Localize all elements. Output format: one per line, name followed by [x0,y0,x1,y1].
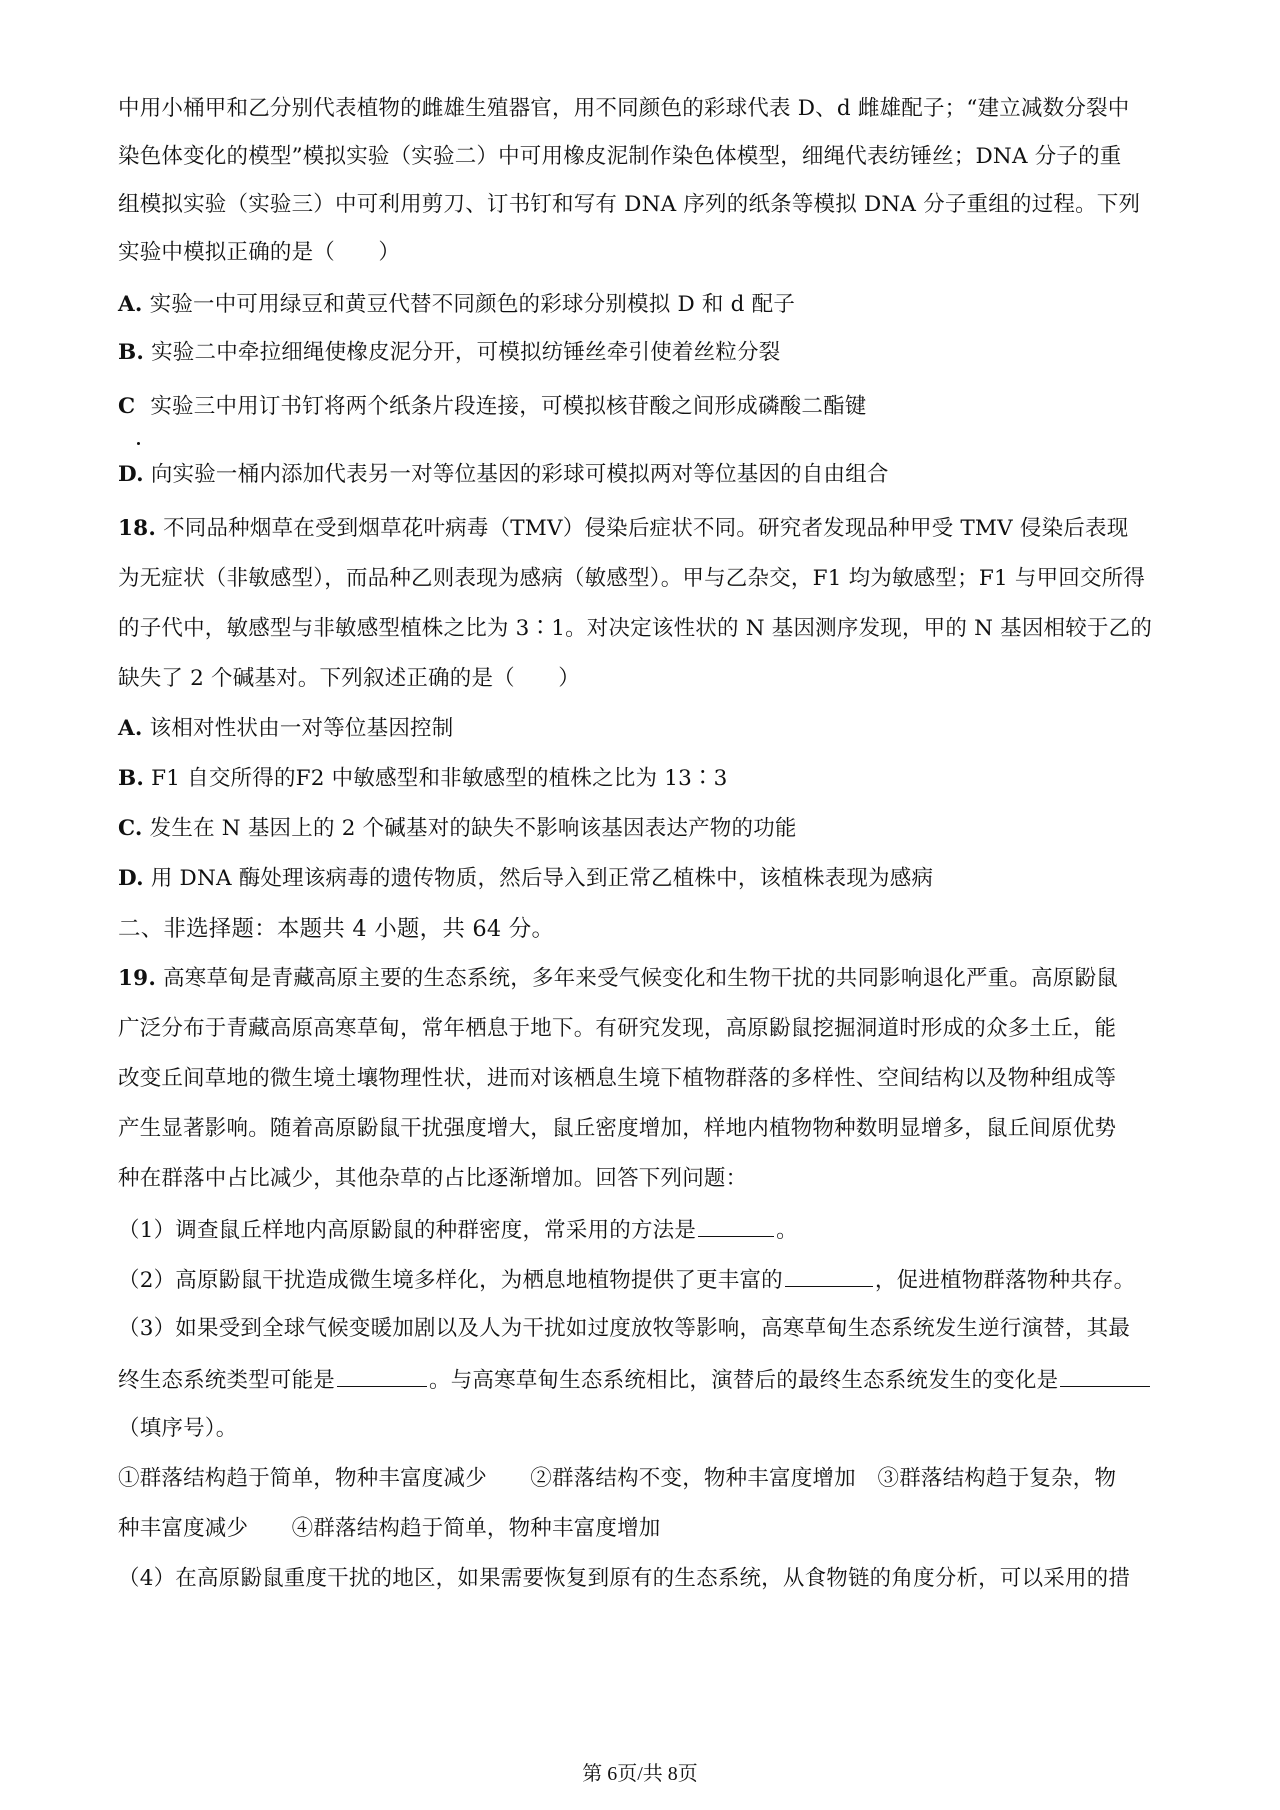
q19-stem-line-3: 改变丘间草地的微生境土壤物理性状，进而对该栖息生境下植物群落的多样性、空间结构以及物种组成等 [118,1066,1117,1091]
option-label: B. [118,766,145,791]
option-text: F1 自交所得的F2 中敏感型和非敏感型的植株之比为 13∶3 [151,766,728,791]
answer-blank[interactable] [1060,1364,1150,1387]
q17-option-b [118,338,1178,368]
sub-question-tail: ，促进植物群落物种共存。 [874,1268,1136,1293]
option-label: C. [118,816,143,841]
page-footer: 第 6页/共 8页 [582,1763,698,1785]
q19-sub1 [118,1214,1178,1246]
q19-choices-line-2: 种丰富度减少 ④群落结构趋于简单，物种丰富度增加 [118,1516,661,1541]
q18-option-d [118,864,1178,894]
q19-stem-line-4: 产生显著影响。随着高原鼢鼠干扰强度增大，鼠丘密度增加，样地内植物物种数明显增多，鼠丘间原优势 [118,1116,1117,1141]
q19-sub3-line-3: （填序号）。 [118,1416,238,1441]
option-text: 实验三中用订书钉将两个纸条片段连接，可模拟核苷酸之间形成磷酸二酯键 [150,394,867,419]
stray-dot [137,442,140,445]
option-label: D. [118,866,144,891]
q17-stem-line-4: 实验中模拟正确的是（ ） [118,240,401,265]
q18-option-a [118,714,1178,744]
section-heading: 二、非选择题：本题共 4 小题，共 64 分。 [118,916,555,942]
q18-option-b [118,764,1178,794]
answer-blank[interactable] [698,1214,774,1237]
option-text: 向实验一桶内添加代表另一对等位基因的彩球可模拟两对等位基因的自由组合 [150,462,889,487]
q19-stem-line-1 [118,964,1178,994]
q17-stem-line-2: 染色体变化的模型”模拟实验（实验二）中可用橡皮泥制作染色体模型，细绳代表纺锤丝；DNA 分子的重 [118,144,1122,169]
sub-question-text: （1）调查鼠丘样地内高原鼢鼠的种群密度，常采用的方法是 [118,1218,697,1243]
option-label: D. [118,462,144,487]
sub-question-text: 终生态系统类型可能是 [118,1368,336,1393]
option-label: C [118,394,136,419]
q19-sub3-line-2 [118,1364,1178,1396]
option-text: 用 DNA 酶处理该病毒的遗传物质，然后导入到正常乙植株中，该植株表现为感病 [150,866,934,891]
q18-stem-line-1 [118,514,1178,544]
option-text: 实验二中牵拉细绳使橡皮泥分开，可模拟纺锤丝牵引使着丝粒分裂 [151,340,781,365]
q17-stem-line-1: 中用小桶甲和乙分别代表植物的雌雄生殖器官，用不同颜色的彩球代表 D、d 雌雄配子；“建立减数分裂中 [118,96,1130,121]
answer-blank[interactable] [785,1264,873,1287]
stem-text: 不同品种烟草在受到烟草花叶病毒（TMV）侵染后症状不同。研究者发现品种甲受 TMV 侵染后表现 [163,516,1129,541]
q19-stem-line-5: 种在群落中占比减少，其他杂草的占比逐渐增加。回答下列问题： [118,1166,748,1191]
q18-stem-line-4: 缺失了 2 个碱基对。下列叙述正确的是（ ） [118,666,580,691]
stem-text: 高寒草甸是青藏高原主要的生态系统，多年来受气候变化和生物干扰的共同影响退化严重。高原鼢鼠 [163,966,1118,991]
q19-choices-line-1: ①群落结构趋于简单，物种丰富度减少 ②群落结构不变，物种丰富度增加 ③群落结构趋于复杂，物 [118,1466,1117,1491]
question-number: 18. [118,516,157,541]
question-number: 19. [118,966,157,991]
q19-stem-line-2: 广泛分布于青藏高原高寒草甸，常年栖息于地下。有研究发现，高原鼢鼠挖掘洞道时形成的众多土丘，能 [118,1016,1117,1041]
answer-blank[interactable] [337,1364,427,1387]
sub-question-tail: 。 [776,1218,798,1243]
option-label: A. [118,292,143,317]
option-text: 实验一中可用绿豆和黄豆代替不同颜色的彩球分别模拟 D 和 d 配子 [149,292,796,317]
option-text: 发生在 N 基因上的 2 个碱基对的缺失不影响该基因表达产物的功能 [149,816,797,841]
q17-option-a [118,290,1178,320]
q19-sub3-line-1: （3）如果受到全球气候变暖加剧以及人为干扰如过度放牧等影响，高寒草甸生态系统发生逆行演替，其最 [118,1316,1131,1341]
q19-sub2 [118,1264,1178,1296]
option-label: B. [118,340,145,365]
q19-sub4-line-1: （4）在高原鼢鼠重度干扰的地区，如果需要恢复到原有的生态系统，从食物链的角度分析，可以采用的措 [118,1566,1131,1591]
sub-question-text: （2）高原鼢鼠干扰造成微生境多样化，为栖息地植物提供了更丰富的 [118,1268,783,1293]
q17-stem-line-3: 组模拟实验（实验三）中可利用剪刀、订书钉和写有 DNA 序列的纸条等模拟 DNA 分子重组的过程。下列 [118,192,1141,217]
option-label: A. [118,716,143,741]
q18-option-c [118,814,1178,844]
q17-option-d [118,460,1178,490]
sub-question-text: 。与高寒草甸生态系统相比，演替后的最终生态系统发生的变化是 [429,1368,1059,1393]
option-text: 该相对性状由一对等位基因控制 [149,716,454,741]
q18-stem-line-2: 为无症状（非敏感型），而品种乙则表现为感病（敏感型）。甲与乙杂交，F1 均为敏感型；F1 与甲回交所得 [118,566,1146,591]
q18-stem-line-3: 的子代中，敏感型与非敏感型植株之比为 3∶1。对决定该性状的 N 基因测序发现，甲的 N 基因相较于乙的 [118,616,1153,641]
q17-option-c [118,392,1178,422]
